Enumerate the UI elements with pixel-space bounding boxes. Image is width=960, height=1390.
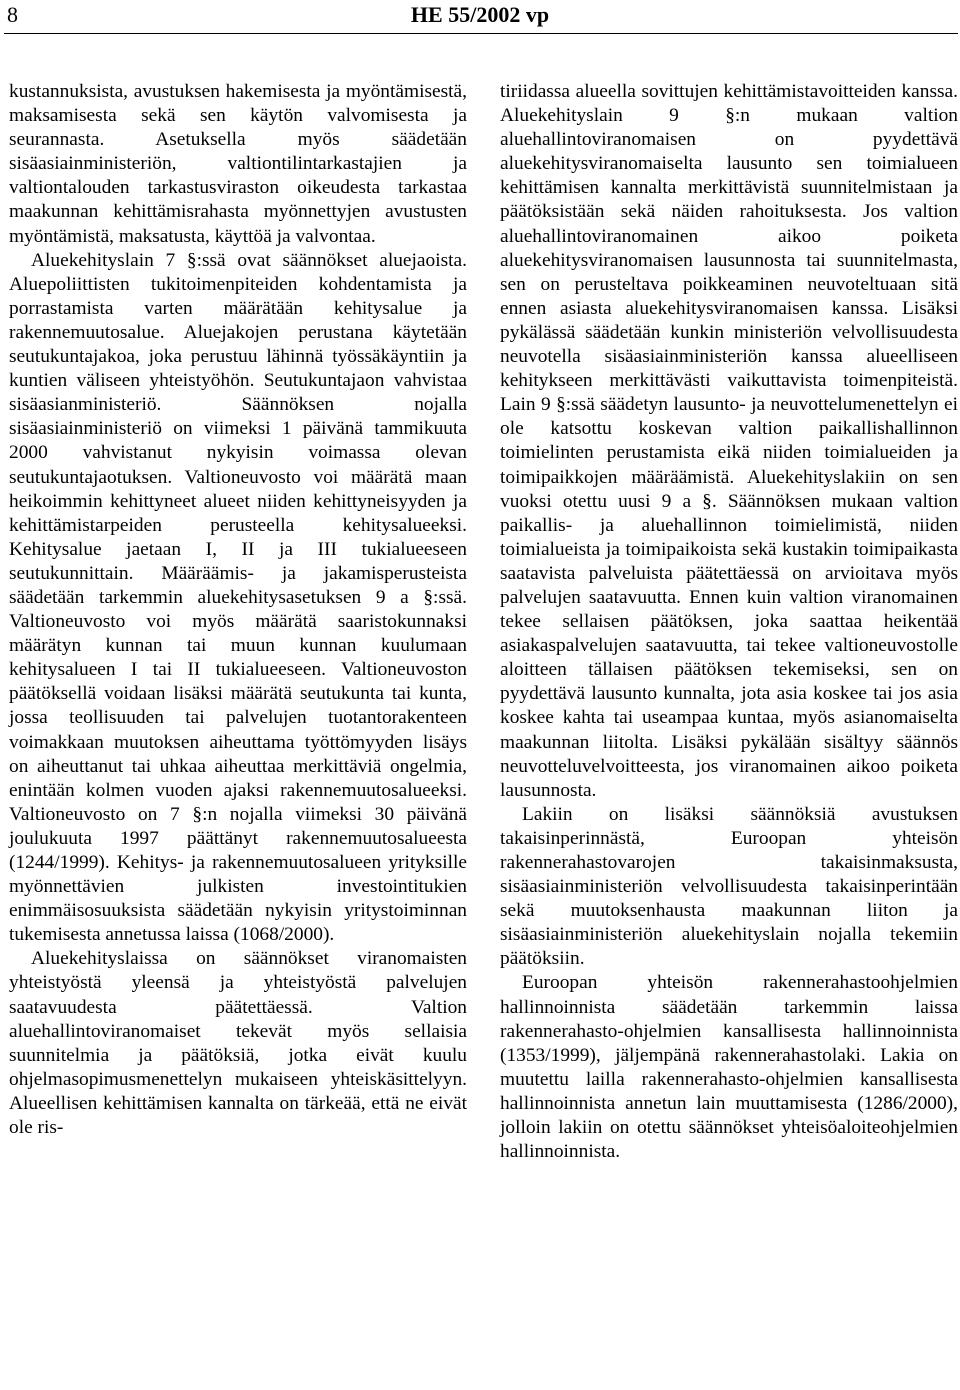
paragraph: Euroopan yhteisön rakennerahastoohjelmien hallinnoinnista säädetään tarkemmin laissa rakennerahasto-ohjelmien kansallisesta hallinnoinnista (1353/1999), jäljempänä rakennerahastolaki. Lakia on muutettu lailla rakennerahasto-ohjelmien kansallisesta hallinnoinnista annetun lain muuttamisesta (1286/2000), jolloin lakiin on otettu säännökset yhteisöaloiteohjelmien hallinnoinnista.	[500, 972, 958, 1163]
page-number: 8	[7, 2, 18, 27]
paragraph: tiriidassa alueella sovittujen kehittämistavoitteiden kanssa. Aluekehityslain 9 §:n mukaan valtion aluehallintoviranomaisen on pyydettävä aluekehitysviranomaiselta lausunto sen toimialueen kehittämisen kannalta merkittävistä suunnitelmistaan ja päätöksistään sekä näiden rahoituksesta. Jos valtion aluehallintoviranomainen aikoo poiketa aluekehitysviranomaisen lausunnosta tai suunnitelmasta, sen on perusteltava poikkeaminen neuvoteltuaan sitä ennen asiasta aluekehitysviranomaisen kanssa. Lisäksi pykälässä säädetään kunkin ministeriön velvollisuudesta neuvotella sisäasiainministeriön kanssa alueelliseen kehitykseen merkittävästi vaikuttavista toimenpiteistä. Lain 9 §:ssä säädetyn lausunto- ja neuvottelumenettelyn ei ole katsottu koskevan valtion paikallishallinnon toimielinten perustamista eikä niiden toimialueiden ja toimipaikkojen määräämistä. Aluekehityslakiin on sen vuoksi otettu uusi 9 a §. Säännöksen mukaan valtion paikallis- ja aluehallinnon toimielimistä, niiden toimialueista ja toimipaikoista sekä kustakin toimipaikasta saatavista palveluista päätettäessä on arvioitava myös palvelujen saatavuutta. Ennen kuin valtion viranomainen tekee sellaisen päätöksen, joka saattaa heikentää asiakaspalvelujen saatavuutta, tai tekee valtioneuvostolle aloitteen tällaisen päätöksen tekemiseksi, sen on pyydettävä lausunto kunnalta, jota asia koskee tai jos asia koskee kahta tai useampaa kuntaa, myös asianomaiselta maakunnan liitolta. Lisäksi pykälään sisältyy säännös neuvotteluvelvoitteesta, jos viranomainen aikoo poiketa lausunnosta.	[500, 81, 958, 801]
paragraph: Aluekehityslain 7 §:ssä ovat säännökset aluejaoista. Aluepoliittisten tukitoimenpiteiden kohdentamista ja porrastamista varten määrätään kehitysalue ja rakennemuutosalue. Aluejakojen perustana käytetään seutukuntajakoa, joka perustuu lähinnä työssäkäyntiin ja kuntien väliseen yhteistyöhön. Seutukuntajaon vahvistaa sisäasianministeriö. Säännöksen nojalla sisäasiainministeriö on viimeksi 1 päivänä tammikuuta 2000 vahvistanut nykyisin voimassa olevan seutukuntajaotuksen. Valtioneuvosto voi määrätä maan heikoimmin kehittyneet alueet niiden kehittyneisyyden ja kehittämistarpeiden perusteella kehitysalueeksi. Kehitysalue jaetaan I, II ja III tukialueeseen seutukunnittain. Määräämis- ja jakamisperusteista säädetään tarkemmin aluekehitysasetuksen 9 a §:ssä. Valtioneuvosto voi myös määrätä saaristokunnaksi määrätyn kunnan tai muun kunnan kuulumaan kehitysalueen I tai II tukialueeseen. Valtioneuvoston päätöksellä voidaan lisäksi määrätä seutukunta tai kunta, jossa teollisuuden tai palvelujen tuotantorakenteen voimakkaan muutoksen aiheuttama työttömyyden lisäys on aiheuttanut tai uhkaa aiheuttaa merkittäviä ongelmia, enintään kolmen vuoden ajaksi rakennemuutosalueeksi. Valtioneuvosto on 7 §:n nojalla viimeksi 30 päivänä joulukuuta 1997 päättänyt rakennemuutosalueesta (1244/1999). Kehitys- ja rakennemuutosalueen yrityksille myönnettävien julkisten investointitukien enimmäisosuuksista säädetään nykyisin yritystoiminnan tukemisesta annetussa laissa (1068/2000).	[9, 249, 467, 946]
right-column	[500, 80, 958, 1164]
document-id: HE 55/2002 vp	[410, 2, 550, 27]
page-header	[0, 0, 960, 34]
header-divider	[4, 33, 958, 34]
left-column	[9, 80, 467, 1140]
paragraph: Lakiin on lisäksi säännöksiä avustuksen takaisinperinnästä, Euroopan yhteisön rakennerahastovarojen takaisinmaksusta, sisäasiainministeriön velvollisuudesta takaisinperintään sekä muutoksenhausta maakunnan liiton ja sisäasiainministeriön aluekehityslain nojalla tekemiin päätöksiin.	[500, 803, 958, 970]
paragraph: Aluekehityslaissa on säännökset viranomaisten yhteistyöstä yleensä ja yhteistyöstä palvelujen saatavuudesta päätettäessä. Valtion aluehallintoviranomaiset tekevät myös sellaisia suunnitelmia ja päätöksiä, jotka eivät kuulu ohjelmasopimusmenettelyn mukaiseen yhteiskäsittelyyn. Alueellisen kehittämisen kannalta on tärkeää, että ne eivät ole ris-	[9, 948, 467, 1139]
paragraph: kustannuksista, avustuksen hakemisesta ja myöntämisestä, maksamisesta sekä sen käytön valvomisesta ja seurannasta. Asetuksella myös säädetään sisäasiainministeriön, valtiontilintarkastajien ja valtiontalouden tarkastusviraston oikeudesta tarkastaa maakunnan kehittämisrahasta myönnettyjen avustusten myöntämistä, maksatusta, käyttöä ja valvontaa.	[9, 81, 467, 247]
